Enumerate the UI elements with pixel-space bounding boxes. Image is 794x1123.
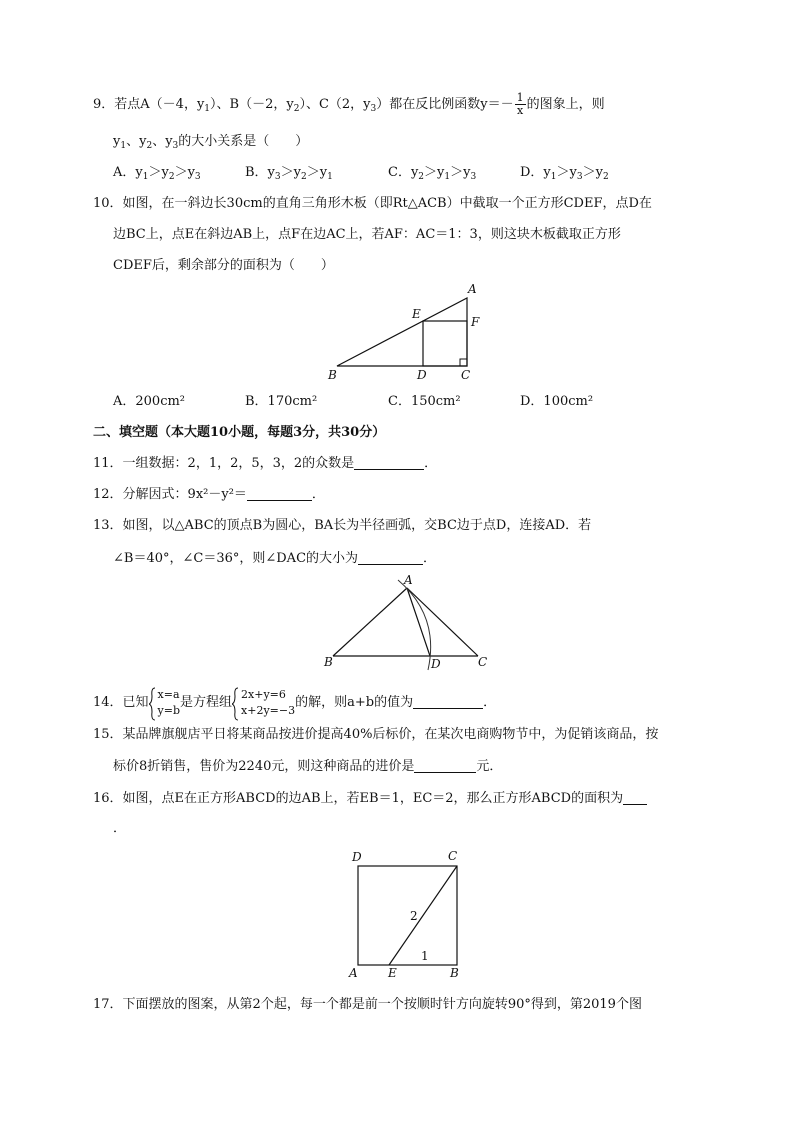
q16-answer-blank[interactable] [623,790,647,805]
q13-figure [318,572,498,672]
q13-answer-blank[interactable] [358,550,423,565]
q11: 11．一组数据：2，1，2，5，3，2的众数是 ． [93,456,438,471]
q15-answer-blank[interactable] [414,758,476,773]
q14-solution-brace: x=a y=b [149,687,180,719]
q16-line1: 16．如图，点E在正方形ABCD的边AB上，若EB＝1，EC＝2，那么正方形ABCD的面积为 [93,790,647,808]
q10-option-a[interactable]: A．200cm² [113,394,186,409]
q16-line2: ． [113,821,127,836]
q9-fraction: $\frac{1}{x}$ [516,91,524,117]
q12-answer-blank[interactable] [247,486,312,501]
q16-len-ec: 2 [410,909,418,923]
q16-figure [344,846,469,980]
q13-line2: ∠B＝40°，∠C＝36°，则∠DAC的大小为 ． [113,551,437,566]
q14: 14．已知 x=a y=b 是方程组 2x+y=6 x+2y=−3 的解，则a+b的值为 ． [93,686,496,720]
q9-option-b[interactable]: B．$y_3>y_2>y_1$ [245,165,333,182]
q16-label-d: D [352,850,362,864]
q13-label-c: C [478,655,488,669]
q16-label-e: E [388,966,397,980]
q10-right-angle-mark [460,359,467,366]
q15-line1: 15．某品牌旗舰店平日将某商品按进价提高40%后标价，在某次电商购物节中，为促销该商品，按 [93,727,659,742]
q9-option-a[interactable]: A．$y_1>y_2>y_3$ [113,165,201,182]
q16-len-eb: 1 [421,949,429,963]
q16-label-c: C [448,849,458,863]
q13-line1: 13．如图，以△ABC的顶点B为圆心，BA长为半径画弧，交BC边于点D，连接AD．若 [93,518,592,533]
q14-system-brace: 2x+y=6 x+2y=−3 [232,687,295,719]
q10-option-b[interactable]: B．170cm² [245,394,318,409]
q9-option-c[interactable]: C．$y_2>y_1>y_3$ [388,165,477,182]
q13-label-b: B [324,655,333,669]
q10-line1: 10．如图，在一斜边长30cm的直角三角形木板（即Rt△ACB）中截取一个正方形CDEF，点D在 [93,196,652,211]
q10-option-c[interactable]: C．150cm² [388,394,461,409]
q10-label-d: D [417,368,427,382]
q10-triangle [337,298,467,366]
q13-label-d: D [431,657,441,671]
q10-label-f: F [471,315,480,329]
q17-line1: 17．下面摆放的图案，从第2个起，每一个都是前一个按顺时针方向旋转90°得到，第2019个图 [93,997,642,1012]
q12: 12．分解因式：9x²－y²＝ ． [93,487,325,502]
q10-figure [320,280,490,384]
q10-label-c: C [461,368,471,382]
q13-label-a: A [404,573,413,587]
q10-label-e: E [412,307,421,321]
q9-line1: 9．若点A（－4，$y_1$）、B（－2，$y_2$）、C（2，$y_3$）都在反比例函数y＝－ $\frac{1}{x}$ 的图象上，则 [93,91,605,117]
q10-line3: CDEF后，剩余部分的面积为（ ） [113,258,334,273]
q11-answer-blank[interactable] [354,455,424,470]
q10-label-b: B [328,368,337,382]
q16-label-b: B [450,966,459,980]
q10-label-a: A [468,282,477,296]
q15-line2: 标价8折销售，售价为2240元，则这种商品的进价是 元． [113,759,503,774]
q10-line2: 边BC上，点E在斜边AB上，点F在边AC上，若AF：AC＝1：3，则这块木板截取正方形 [113,227,621,242]
q16-label-a: A [349,966,358,980]
q9-option-d[interactable]: D．$y_1>y_3>y_2$ [520,165,609,182]
q10-option-d[interactable]: D．100cm² [520,394,594,409]
section-title: 二、填空题（本大题10小题，每题3分，共30分） [93,425,386,440]
q14-answer-blank[interactable] [413,694,483,709]
q9-line2: $y_1$、$y_2$、$y_3$的大小关系是（ ） [113,134,309,151]
